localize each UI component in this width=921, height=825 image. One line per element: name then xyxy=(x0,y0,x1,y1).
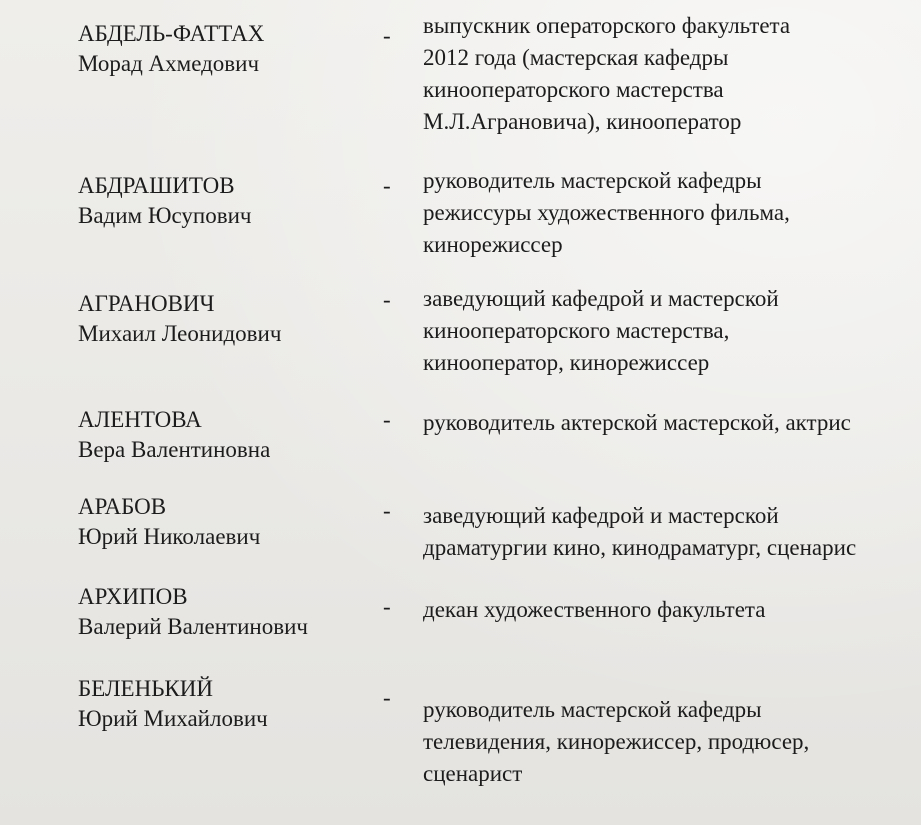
description-line: руководитель актерской мастерской, актрис xyxy=(423,410,851,435)
person-given-name: Михаил Леонидович xyxy=(78,321,282,346)
person-surname: АРХИПОВ xyxy=(78,584,188,609)
dash-separator: - xyxy=(383,173,391,198)
description-line: руководитель мастерской кафедры xyxy=(423,697,762,722)
description-line: телевидения, кинорежиссер, продюсер, xyxy=(423,729,810,754)
person-surname: АЛЕНТОВА xyxy=(78,407,202,432)
dash-separator: - xyxy=(383,287,391,312)
description-line: кинооператор, кинорежиссер xyxy=(423,350,710,375)
person-given-name: Валерий Валентинович xyxy=(78,614,308,639)
person-given-name: Вадим Юсупович xyxy=(78,203,252,228)
person-description xyxy=(423,500,918,564)
description-line: М.Л.Аграновича), кинооператор xyxy=(423,109,742,134)
person-description xyxy=(423,165,918,261)
dash-separator: - xyxy=(383,594,391,619)
person-surname: АГРАНОВИЧ xyxy=(78,291,215,316)
person-name xyxy=(78,289,378,349)
person-description xyxy=(423,283,918,379)
person-surname: АБДРАШИТОВ xyxy=(78,173,235,198)
description-line: декан художественного факультета xyxy=(423,597,766,622)
person-name xyxy=(78,674,378,734)
person-name xyxy=(78,492,378,552)
person-name xyxy=(78,171,378,231)
dash-separator: - xyxy=(383,498,391,523)
person-surname: АБДЕЛЬ-ФАТТАХ xyxy=(78,21,265,46)
person-description xyxy=(423,594,918,626)
person-description xyxy=(423,694,918,790)
person-description xyxy=(423,10,918,138)
description-line: 2012 года (мастерская кафедры xyxy=(423,45,729,70)
description-line: режиссуры художественного фильма, xyxy=(423,200,790,225)
description-line: сценарист xyxy=(423,761,523,786)
person-surname: БЕЛЕНЬКИЙ xyxy=(78,676,213,701)
person-name xyxy=(78,582,378,642)
description-line: драматургии кино, кинодраматург, сценарис xyxy=(423,535,857,560)
description-line: кинорежиссер xyxy=(423,232,563,257)
person-given-name: Юрий Николаевич xyxy=(78,524,261,549)
person-name xyxy=(78,19,378,79)
description-line: руководитель мастерской кафедры xyxy=(423,168,762,193)
person-given-name: Юрий Михайлович xyxy=(78,706,268,731)
description-line: кинооператорского мастерства xyxy=(423,77,724,102)
person-given-name: Вера Валентиновна xyxy=(78,437,271,462)
person-given-name: Морад Ахмедович xyxy=(78,51,260,76)
person-description xyxy=(423,407,918,439)
description-line: выпускник операторского факультета xyxy=(423,13,791,38)
dash-separator: - xyxy=(383,23,391,48)
person-name xyxy=(78,405,378,465)
description-line: кинооператорского мастерства, xyxy=(423,318,730,343)
dash-separator: - xyxy=(383,685,391,710)
dash-separator: - xyxy=(383,407,391,432)
description-line: заведующий кафедрой и мастерской xyxy=(423,503,779,528)
person-surname: АРАБОВ xyxy=(78,494,167,519)
description-line: заведующий кафедрой и мастерской xyxy=(423,286,779,311)
